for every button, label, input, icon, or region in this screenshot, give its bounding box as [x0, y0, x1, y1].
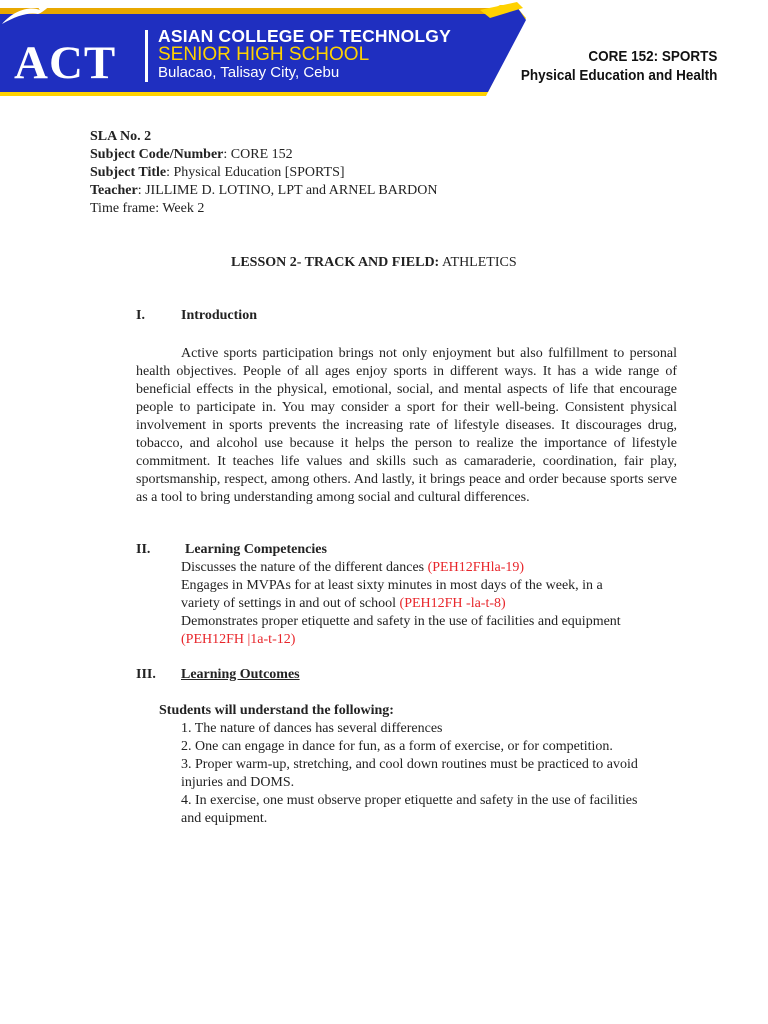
competency-item: [181, 613, 621, 631]
section-numeral-intro: I.: [136, 308, 145, 323]
competency-code: (PEH12FH -la-t-8): [399, 596, 506, 611]
competency-text: Demonstrates proper etiquette and safety in the use of facilities and equipment: [181, 614, 621, 629]
header-banner: [0, 0, 768, 100]
lesson-title: [231, 254, 517, 272]
competency-text: variety of settings in and out of school: [181, 596, 400, 611]
act-logo: ACT: [14, 37, 117, 89]
section-heading-intro: Introduction: [181, 308, 257, 323]
competency-code: (PEH12FH |1a-t-12): [181, 632, 296, 647]
school-address: Bulacao, Talisay City, Cebu: [158, 64, 340, 81]
outcome-item: 4. In exercise, one must observe proper etiquette and safety in the use of facilities: [181, 793, 638, 808]
section-numeral-competencies: II.: [136, 542, 151, 557]
intro-paragraph: [136, 345, 677, 507]
teacher-label: Teacher: [90, 183, 138, 198]
bird-swoosh-icon: [0, 0, 60, 26]
section-heading-competencies: Learning Competencies: [185, 542, 327, 557]
outcome-item: injuries and DOMS.: [181, 775, 295, 790]
lesson-title-rest: ATHLETICS: [439, 255, 517, 270]
outcome-item: 2. One can engage in dance for fun, as a form of exercise, or for competition.: [181, 739, 613, 754]
subject-title-line: [90, 164, 345, 182]
outcome-item: 1. The nature of dances has several differences: [181, 721, 443, 736]
competency-code: (PEH12FHla-19): [427, 560, 525, 575]
subject-title-label: Subject Title: [90, 165, 167, 180]
time-frame: Time frame: Week 2: [90, 201, 205, 216]
section-heading-outcomes: Learning Outcomes: [181, 667, 300, 682]
outcome-item: 3. Proper warm-up, stretching, and cool down routines must be practiced to avoid: [181, 757, 638, 772]
competency-item-cont: [181, 595, 506, 613]
competency-item: [181, 577, 603, 595]
header-divider: [145, 30, 148, 82]
outcome-item: and equipment.: [181, 811, 268, 826]
teacher-line: [90, 182, 438, 200]
competency-text: Discusses the nature of the different dances: [181, 560, 428, 575]
course-name: Physical Education and Health: [520, 67, 717, 84]
school-name: ASIAN COLLEGE OF TECHNOLGY: [158, 26, 451, 46]
subject-title-value: : Physical Education [SPORTS]: [166, 165, 345, 180]
course-code: CORE 152: SPORTS: [587, 48, 717, 65]
school-subtitle: SENIOR HIGH SCHOOL: [158, 44, 370, 65]
lesson-title-bold: LESSON 2- TRACK AND FIELD:: [231, 255, 440, 270]
subject-code-line: [90, 146, 293, 164]
subject-code-label: Subject Code/Number: [90, 147, 224, 162]
sla-number: SLA No. 2: [90, 129, 152, 144]
competency-item: [181, 559, 524, 577]
subject-code-value: : CORE 152: [223, 147, 293, 162]
section-numeral-outcomes: III.: [136, 667, 156, 682]
outcomes-intro: Students will understand the following:: [159, 703, 394, 718]
intro-paragraph-text: Active sports participation brings not only enjoyment but also fulfillment to personal health objectives. People of all ages enjoy sports in different ways. It has a wide range of beneficial effects in the physical, emotional, social, and mental aspects of life that encourage people to participate in. You may consider a sport for their well-being. Consistent physical involvement in sports prevents the increasing rate of lifestyle diseases. It discourages drug, tobacco, and alcohol use because it helps the person to realize the importance of lifestyle commitment. It teaches life values and skills such as camaraderie, coordination, fair play, sportsmanship, respect, among others. And lastly, it brings peace and order because sports serve as a tool to bring understanding among social and cultural differences.: [136, 346, 677, 505]
teacher-value: : JILLIME D. LOTINO, LPT and ARNEL BARDON: [137, 183, 438, 198]
competency-text: Engages in MVPAs for at least sixty minutes in most days of the week, in a: [181, 578, 603, 593]
competency-item-cont: [181, 631, 295, 649]
